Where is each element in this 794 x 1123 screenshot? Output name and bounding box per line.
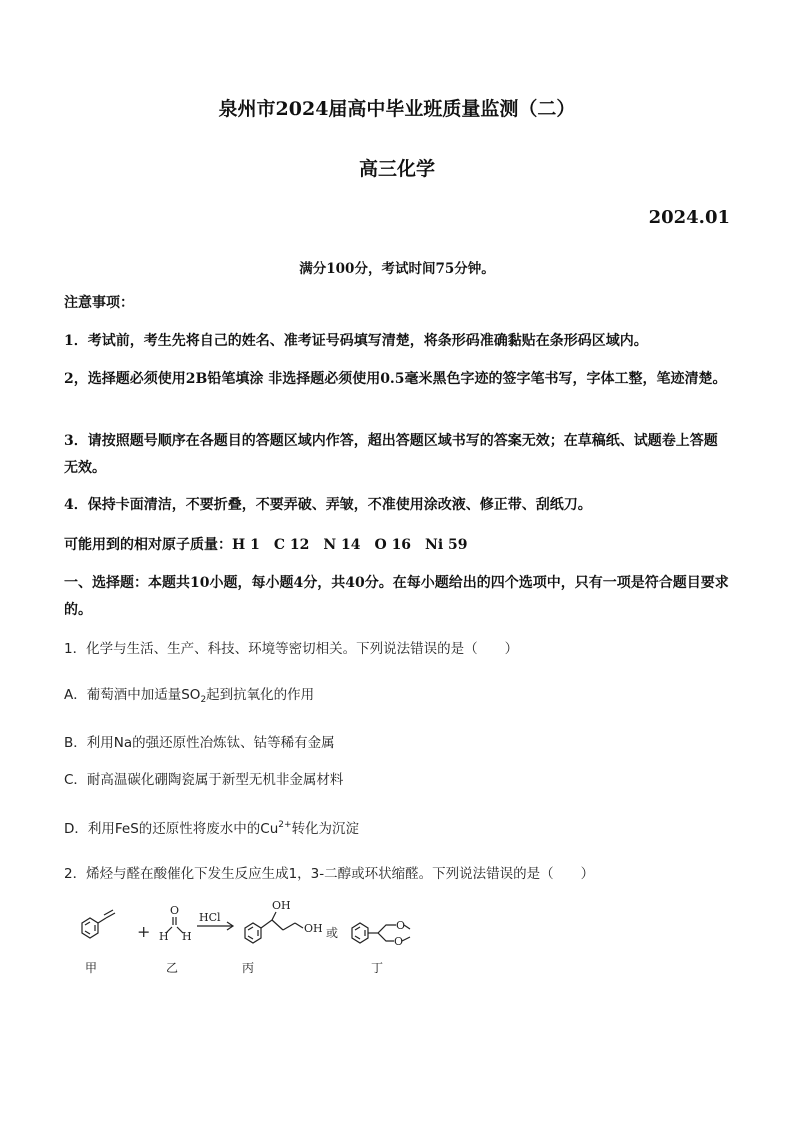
diol-structure <box>245 912 303 943</box>
question-1-option-b: B．利用Na的强还原性冶炼钛、钴等稀有金属 <box>64 735 335 751</box>
exam-title: 泉州市2024届高中毕业班质量监测（二） <box>218 98 576 120</box>
diol-oh-right: OH <box>304 922 323 935</box>
acetal-o-top: O <box>396 919 406 932</box>
notes-heading: 注意事项： <box>64 295 134 311</box>
reaction-scheme <box>0 890 794 990</box>
question-1-option-d: D．利用FeS的还原性将废水中的$Cu^{2+}$转化为沉淀 <box>64 820 360 837</box>
aldehyde-h-left: H <box>159 930 169 943</box>
exam-date: 2024.01 <box>648 207 730 228</box>
note-item-1: 1．考试前，考生先将自己的姓名、准考证号码填写清楚，将条形码准确黏贴在条形码区域内。 <box>64 333 648 349</box>
exam-info: 满分100分，考试时间75分钟。 <box>299 261 495 277</box>
catalyst-label: HCl <box>199 911 221 924</box>
atomic-masses: 可能用到的相对原子质量：H 1 C 12 N 14 O 16 Ni 59 <box>64 537 468 553</box>
label-jia: 甲 <box>85 961 98 975</box>
section-heading: 一、选择题：本题共10小题，每小题4分，共40分。在每小题给出的四个选项中，只有一项是符合题目要求的。 <box>64 575 729 618</box>
acetal-o-bottom: O <box>394 935 404 948</box>
question-2-stem: 2．烯烃与醛在酸催化下发生反应生成1，3-二醇或环状缩醛。下列说法错误的是（ ） <box>64 866 595 882</box>
aldehyde-h-right: H <box>182 930 192 943</box>
styrene-structure <box>82 910 115 938</box>
note-item-3: 3．请按照题号顺序在各题目的答题区域内作答，超出答题区域书写的答案无效；在草稿纸、试题卷上答题无效。 <box>64 433 718 476</box>
label-bing: 丙 <box>242 961 255 975</box>
note-item-2: 2，选择题必须使用2B铅笔填涂 非选择题必须使用0.5毫米黑色字迹的签字笔书写，字体工整，笔迹清楚。 <box>64 371 727 387</box>
aldehyde-oxygen: O <box>170 904 180 917</box>
plus-sign: + <box>137 922 151 941</box>
question-1-option-a: A．葡萄酒中加适量$SO_2$起到抗氧化的作用 <box>64 687 315 705</box>
question-1-option-c: C．耐高温碳化硼陶瓷属于新型无机非金属材料 <box>64 772 344 788</box>
label-ding: 丁 <box>371 961 384 975</box>
subject-title: 高三化学 <box>358 158 435 180</box>
diol-oh-top: OH <box>272 899 291 912</box>
or-label: 或 <box>326 926 339 940</box>
label-yi: 乙 <box>166 961 179 975</box>
question-1-stem: 1．化学与生活、生产、科技、环境等密切相关。下列说法错误的是（ ） <box>64 641 519 657</box>
note-item-4: 4．保持卡面清洁，不要折叠，不要弄破、弄皱，不准使用涂改液、修正带、刮纸刀。 <box>64 497 592 513</box>
